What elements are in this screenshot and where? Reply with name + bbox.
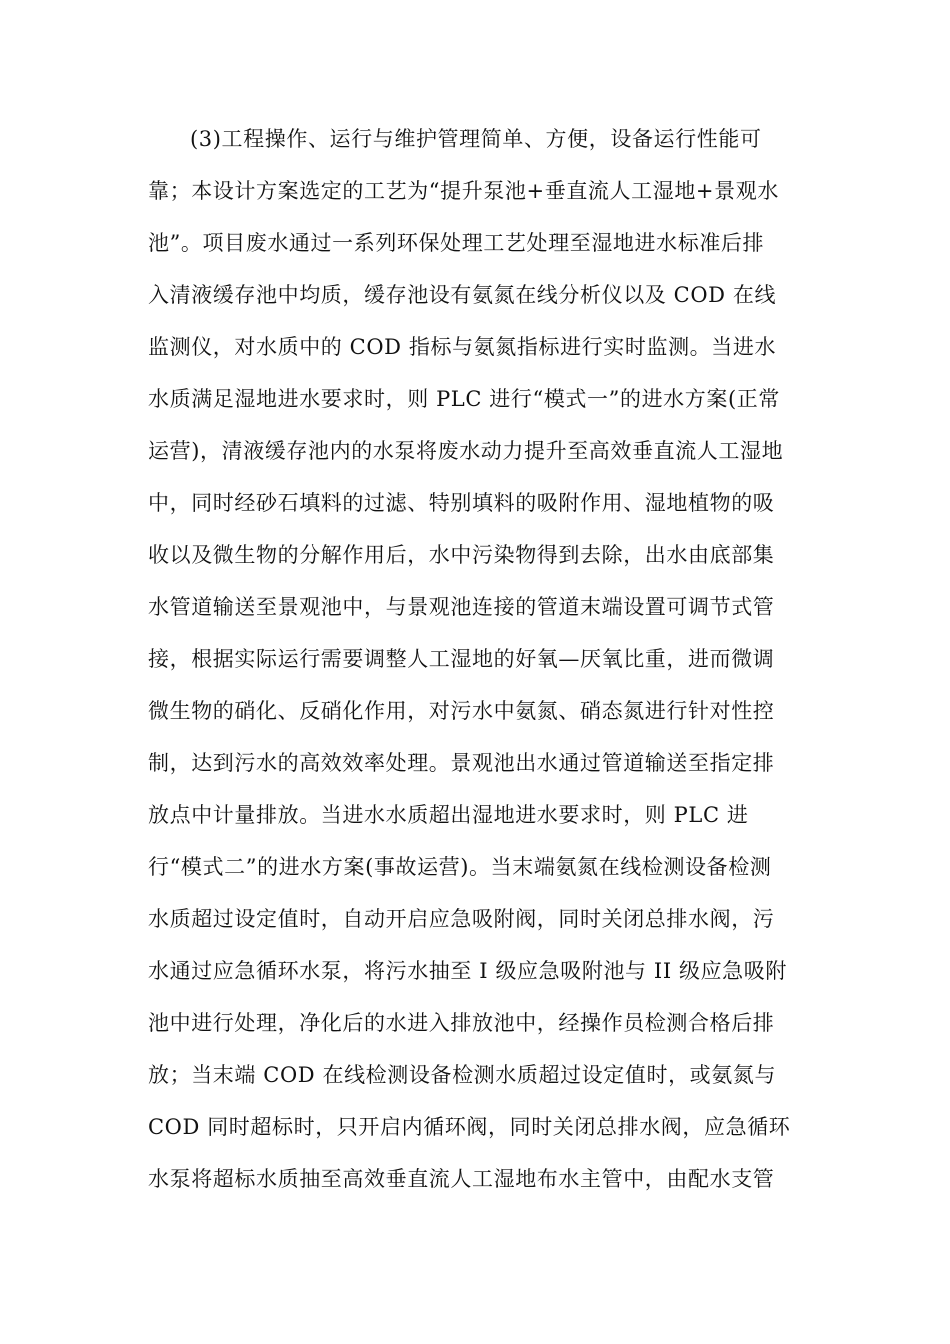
paragraph-line: 水通过应急循环水泵，将污水抽至 I 级应急吸附池与 II 级应急吸附 xyxy=(148,959,787,983)
paragraph-line: 池中进行处理，净化后的水进入排放池中，经操作员检测合格后排 xyxy=(148,1011,775,1035)
paragraph-line: 水质满足湿地进水要求时，则 PLC 进行“模式一”的进水方案(正常 xyxy=(148,387,780,411)
paragraph-line: 接，根据实际运行需要调整人工湿地的好氧—厌氧比重，进而微调 xyxy=(148,647,775,671)
paragraph-line: (3)工程操作、运行与维护管理简单、方便，设备运行性能可 xyxy=(190,127,762,151)
paragraph-line: 行“模式二”的进水方案(事故运营)。当末端氨氮在线检测设备检测 xyxy=(148,855,772,879)
paragraph-line: 水质超过设定值时，自动开启应急吸附阀，同时关闭总排水阀，污 xyxy=(148,907,775,931)
paragraph-line: 制，达到污水的高效效率处理。景观池出水通过管道输送至指定排 xyxy=(148,751,775,775)
paragraph-line: 放；当末端 COD 在线检测设备检测水质超过设定值时，或氨氮与 xyxy=(148,1063,777,1087)
paragraph-line: 池”。项目废水通过一系列环保处理工艺处理至湿地进水标准后排 xyxy=(148,231,765,255)
body-paragraph xyxy=(148,121,808,1213)
paragraph-line: 运营)，清液缓存池内的水泵将废水动力提升至高效垂直流人工湿地 xyxy=(148,439,784,463)
paragraph-line: 收以及微生物的分解作用后，水中污染物得到去除，出水由底部集 xyxy=(148,543,775,567)
paragraph-line: 放点中计量排放。当进水水质超出湿地进水要求时，则 PLC 进 xyxy=(148,803,749,827)
paragraph-line: 水管道输送至景观池中，与景观池连接的管道末端设置可调节式管 xyxy=(148,595,775,619)
paragraph-line: 微生物的硝化、反硝化作用，对污水中氨氮、硝态氮进行针对性控 xyxy=(148,699,775,723)
paragraph-line: 水泵将超标水质抽至高效垂直流人工湿地布水主管中，由配水支管 xyxy=(148,1167,775,1191)
paragraph-line: 入清液缓存池中均质，缓存池设有氨氮在线分析仪以及 COD 在线 xyxy=(148,283,777,307)
paragraph-line: 靠；本设计方案选定的工艺为“提升泵池+垂直流人工湿地+景观水 xyxy=(148,179,779,203)
paragraph-line: 监测仪，对水质中的 COD 指标与氨氮指标进行实时监测。当进水 xyxy=(148,335,777,359)
paragraph-line: COD 同时超标时，只开启内循环阀，同时关闭总排水阀，应急循环 xyxy=(148,1115,791,1139)
paragraph-line: 中，同时经砂石填料的过滤、特别填料的吸附作用、湿地植物的吸 xyxy=(148,491,775,515)
